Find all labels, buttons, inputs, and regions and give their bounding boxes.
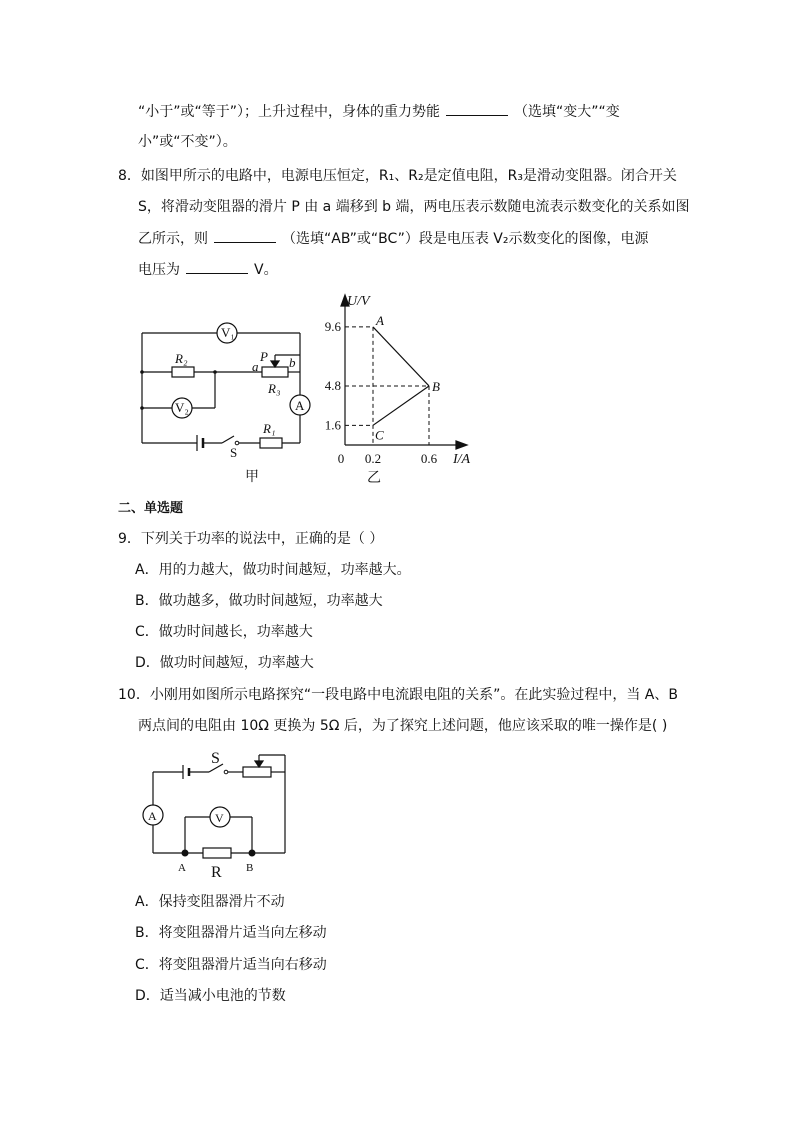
q10-line1: 10．小刚用如图所示电路探究“一段电路中电流跟电阻的关系”。在此实验过程中，当 A、B [118, 687, 678, 703]
q10-line2: 两点间的电阻由 10Ω 更换为 5Ω 后，为了探究上述问题，他应该采取的唯一操作是( ) [138, 718, 668, 734]
segment-AB [373, 327, 429, 386]
q10-option-b[interactable]: B．将变阻器滑片适当向左移动 [135, 925, 327, 941]
q9-option-a[interactable]: A．用的力越大，做功时间越短，功率越大。 [135, 562, 411, 578]
q7-blank[interactable] [446, 101, 508, 116]
x-axis-arrow [456, 441, 467, 449]
v2-label: V₂ [175, 400, 189, 415]
q7-line2: 小”或“不变”）。 [138, 134, 237, 150]
p-label: P [260, 349, 268, 364]
r2-label: R₂ [175, 351, 188, 366]
q10-ammeter-label: A [148, 809, 157, 823]
point-label-C: C [375, 427, 384, 443]
circuit-q10 [135, 745, 295, 880]
q8-blank-1[interactable] [214, 228, 276, 243]
q8-line4 [138, 259, 278, 280]
r1-label: R₁ [263, 421, 276, 436]
q10-resistor-label: R [211, 864, 222, 880]
x-tick-label: 0.2 [364, 451, 382, 466]
q10-voltmeter-label: V [215, 811, 224, 825]
y-axis-label: U/V [347, 294, 370, 309]
q8-line4-b: V。 [254, 262, 278, 278]
caption-jia: 甲 [245, 470, 259, 485]
graph-yi [325, 290, 485, 490]
x-axis-label: I/A [453, 452, 471, 467]
r3-label: R₃ [268, 381, 281, 396]
circuit-jia [130, 315, 320, 490]
switch-label: S [230, 445, 238, 460]
q8-line3-a: 乙所示，则 [138, 231, 208, 247]
q7-text-b: （选填“变大”“变 [514, 104, 620, 120]
q8-line3-b: （选填“AB”或“BC”）段是电压表 V₂示数变化的图像，电源 [282, 231, 649, 247]
q9-stem: 9．下列关于功率的说法中，正确的是（ ） [118, 531, 384, 547]
y-tick-label: 9.6 [325, 318, 341, 334]
q10-point-b: B [246, 862, 254, 874]
point-label-A: A [376, 312, 384, 328]
q10-option-c[interactable]: C．将变阻器滑片适当向右移动 [135, 957, 327, 973]
segment-CB [373, 386, 429, 425]
q9-option-d[interactable]: D．做功时间越短，功率越大 [135, 655, 314, 671]
section-title: 二、单选题 [118, 501, 184, 516]
v1-label: V₁ [221, 325, 235, 340]
q8-blank-2[interactable] [186, 259, 248, 274]
x-tick-label: 0 [337, 451, 345, 466]
q7-text-a: “小于”或“等于”）；上升过程中，身体的重力势能 [138, 104, 441, 120]
caption-yi: 乙 [367, 471, 381, 486]
q10-point-a: A [178, 862, 186, 874]
q8-line4-a: 电压为 [138, 262, 180, 278]
q8-line2: S，将滑动变阻器的滑片 P 由 a 端移到 b 端，两电压表示数随电流表示数变化的关系如图 [138, 199, 690, 215]
b-end-label: b [289, 355, 296, 370]
q10-switch-label: S [211, 750, 220, 767]
point-label-B: B [432, 378, 440, 394]
q10-option-d[interactable]: D．适当减小电池的节数 [135, 988, 286, 1004]
q9-option-b[interactable]: B．做功越多，做功时间越短，功率越大 [135, 593, 383, 609]
y-tick-label: 1.6 [325, 417, 341, 433]
y-tick-label: 4.8 [325, 377, 341, 393]
x-tick-label: 0.6 [420, 451, 438, 466]
q9-option-c[interactable]: C．做功时间越长，功率越大 [135, 624, 313, 640]
q8-line1: 8．如图甲所示的电路中，电源电压恒定，R₁、R₂是定值电阻，R₃是滑动变阻器。闭合开关 [118, 168, 677, 184]
q10-option-a[interactable]: A．保持变阻器滑片不动 [135, 894, 285, 910]
q8-line3 [138, 228, 648, 249]
a-end-label: a [252, 359, 259, 374]
ammeter-label: A [295, 398, 305, 413]
q7-line1 [138, 101, 620, 122]
